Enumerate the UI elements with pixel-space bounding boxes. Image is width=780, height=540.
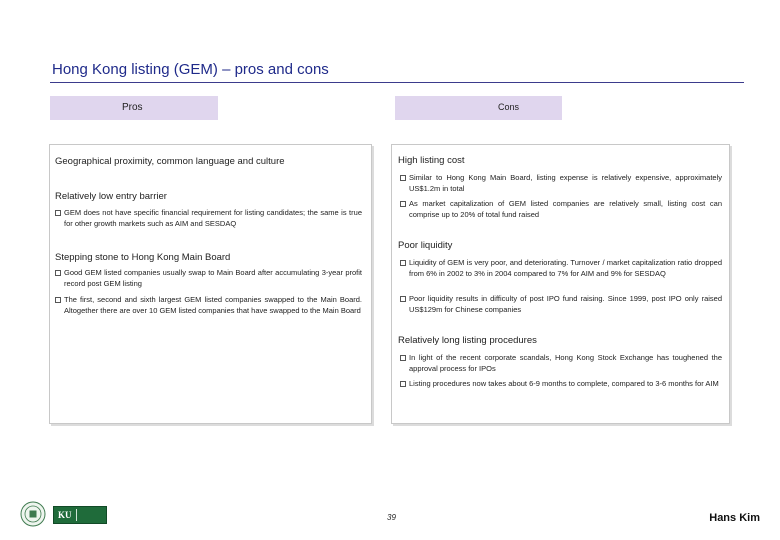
pros-bullet-entry-barrier: GEM does not have specific financial requirement for listing candidates; the same is true for other growth markets such as AIM and SESDAQ [64, 208, 362, 229]
cons-bullet-approval-process: In light of the recent corporate scandals, Hong Kong Stock Exchange has toughened the approval process for IPOs [409, 353, 722, 374]
page-title: Hong Kong listing (GEM) – pros and cons [52, 61, 329, 78]
cons-bullet-fund-raised: As market capitalization of GEM listed companies are relatively small, listing cost can comprise up to 20% of total fund raised [409, 199, 722, 220]
cons-heading-listing-cost: High listing cost [398, 155, 465, 166]
university-logo: KU [53, 506, 107, 524]
pros-bullet-swap-main-board: Good GEM listed companies usually swap to Main Board after accumulating 3-year profit record post GEM listing [64, 268, 362, 289]
pros-heading-stepping-stone: Stepping stone to Hong Kong Main Board [55, 252, 231, 263]
pros-header: Pros [50, 96, 218, 120]
cons-bullet-liquidity-ratio: Liquidity of GEM is very poor, and deteriorating. Turnover / market capitalization ratio dropped from 6% in 2002 to 3% in 2004 compared to 7% for AIM and 9% for SESDAQ [409, 258, 722, 279]
title-divider [50, 82, 744, 83]
bullet-box-icon [400, 296, 406, 302]
page-number: 39 [387, 513, 396, 522]
bullet-box-icon [400, 175, 406, 181]
cons-bullet-post-ipo: Poor liquidity results in difficulty of post IPO fund raising. Since 1999, post IPO only raised US$129m for Chinese companies [409, 294, 722, 315]
pros-heading-proximity: Geographical proximity, common language and culture [55, 156, 285, 167]
bullet-box-icon [55, 297, 61, 303]
cons-heading-poor-liquidity: Poor liquidity [398, 240, 453, 251]
logo-subtext-mark [76, 509, 105, 521]
cons-bullet-procedure-duration: Listing procedures now takes about 6-9 months to complete, compared to 3-6 months for AIM [409, 379, 722, 390]
cons-header: Cons [395, 96, 562, 120]
bullet-box-icon [400, 260, 406, 266]
bullet-box-icon [400, 381, 406, 387]
bullet-box-icon [55, 270, 61, 276]
pros-bullet-largest-companies: The first, second and sixth largest GEM listed companies swapped to the Main Board. Altogether there are over 10 GEM listed companies that have swapped to the Main Board [64, 295, 362, 316]
cons-bullet-listing-expense: Similar to Hong Kong Main Board, listing expense is relatively expensive, approximately US$1.2m in total [409, 173, 722, 194]
university-seal-icon [20, 501, 46, 527]
cons-heading-listing-procedures: Relatively long listing procedures [398, 335, 537, 346]
pros-heading-entry-barrier: Relatively low entry barrier [55, 191, 167, 202]
bullet-box-icon [400, 201, 406, 207]
bullet-box-icon [55, 210, 61, 216]
author-name: Hans Kim [709, 512, 760, 524]
bullet-box-icon [400, 355, 406, 361]
